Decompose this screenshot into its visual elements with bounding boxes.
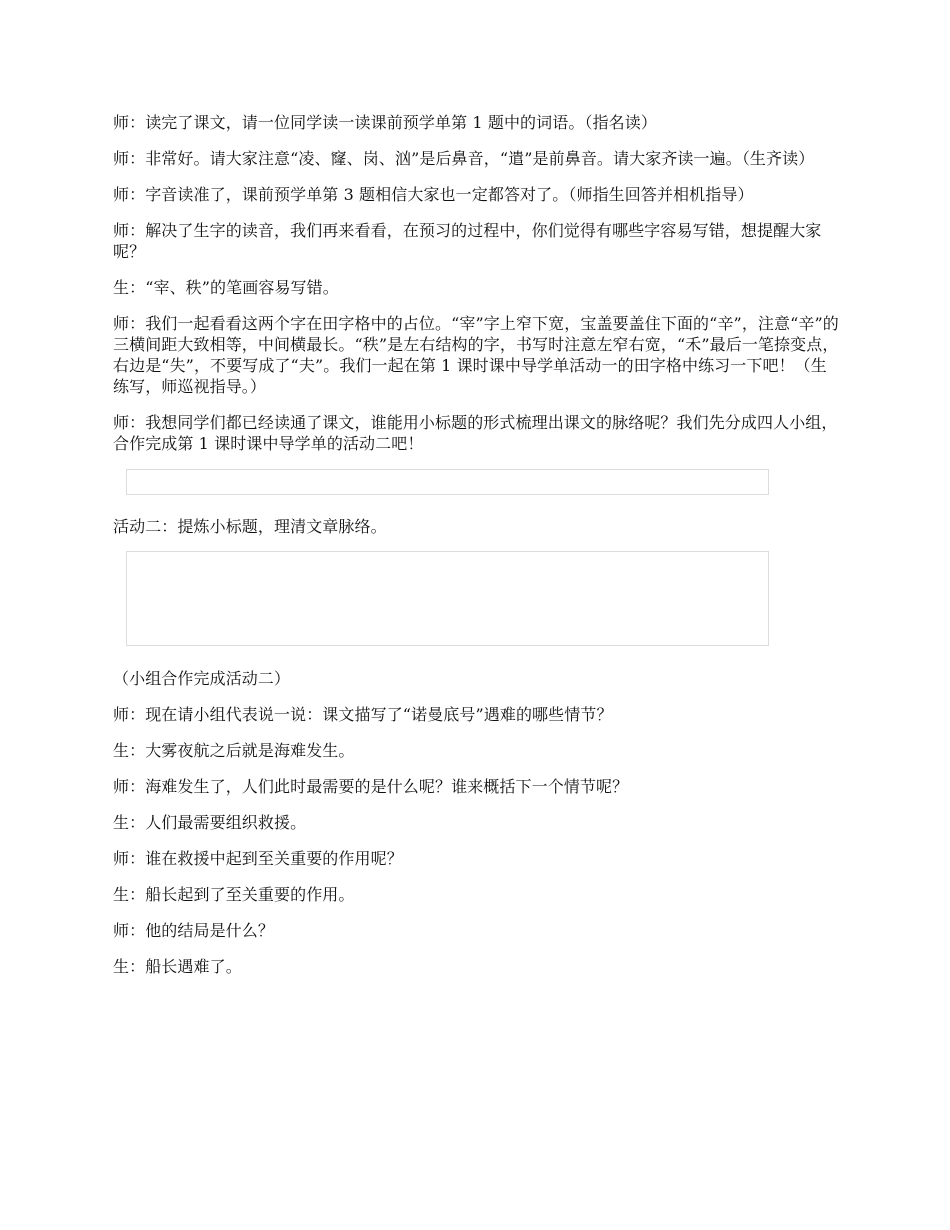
paragraph-teacher-group-task: 师：我想同学们都已经读通了课文，谁能用小标题的形式梳理出课文的脉络呢？我们先分成四人小组，合作完成第 1 课时课中导学单的活动二吧！ — [113, 413, 838, 453]
paragraph-group-complete: （小组合作完成活动二） — [113, 669, 291, 688]
paragraph-student-fog-shipwreck: 生：大雾夜航之后就是海难发生。 — [113, 741, 355, 760]
paragraph-teacher-next-plot: 师：海难发生了，人们此时最需要的是什么呢？谁来概括下一个情节呢？ — [113, 777, 629, 796]
paragraph-teacher-read-words: 师：读完了课文，请一位同学读一读课前预学单第 1 题中的词语。（指名读） — [113, 113, 657, 132]
paragraph-teacher-nasal-sounds: 师：非常好。请大家注意“凌、窿、岗、汹”是后鼻音，“遣”是前鼻音。请大家齐读一遍。（生齐读） — [113, 149, 815, 168]
paragraph-student-captain-role: 生：船长起到了至关重要的作用。 — [113, 885, 355, 904]
paragraph-teacher-ending: 师：他的结局是什么？ — [113, 921, 275, 940]
paragraph-student-captain-died: 生：船长遇难了。 — [113, 957, 242, 976]
paragraph-teacher-key-role: 师：谁在救援中起到至关重要的作用呢？ — [113, 849, 403, 868]
paragraph-teacher-pronunciation: 师：字音读准了，课前预学单第 3 题相信大家也一定都答对了。（师指生回答并相机指导） — [113, 185, 754, 204]
paragraph-student-strokes: 生：“宰、秩”的笔画容易写错。 — [113, 278, 339, 297]
paragraph-teacher-grid-writing: 师：我们一起看看这两个字在田字格中的占位。“宰”字上窄下宽，宝盖要盖住下面的“辛”，注意“辛”的三横间距大致相等，中间横最长。“秩”是左右结构的字，书写时注意左窄右宽，“禾”最后一笔捺变点，右边是“失”，不要写成了“夫”。我们一起在第 1 课时课中导学单活动一的田字格中练习一下吧！（生练写，师巡视指导。） — [113, 314, 839, 396]
empty-box-1 — [126, 469, 769, 495]
paragraph-student-rescue: 生：人们最需要组织救援。 — [113, 813, 307, 832]
paragraph-teacher-plot-question: 师：现在请小组代表说一说：课文描写了“诺曼底号”遇难的哪些情节？ — [113, 705, 613, 724]
empty-box-2 — [126, 551, 769, 646]
paragraph-teacher-easy-mistakes: 师：解决了生字的读音，我们再来看看，在预习的过程中，你们觉得有哪些字容易写错，想提醒大家呢？ — [113, 221, 822, 261]
activity-two-title: 活动二：提炼小标题，理清文章脉络。 — [113, 517, 387, 536]
document-body — [113, 112, 841, 992]
